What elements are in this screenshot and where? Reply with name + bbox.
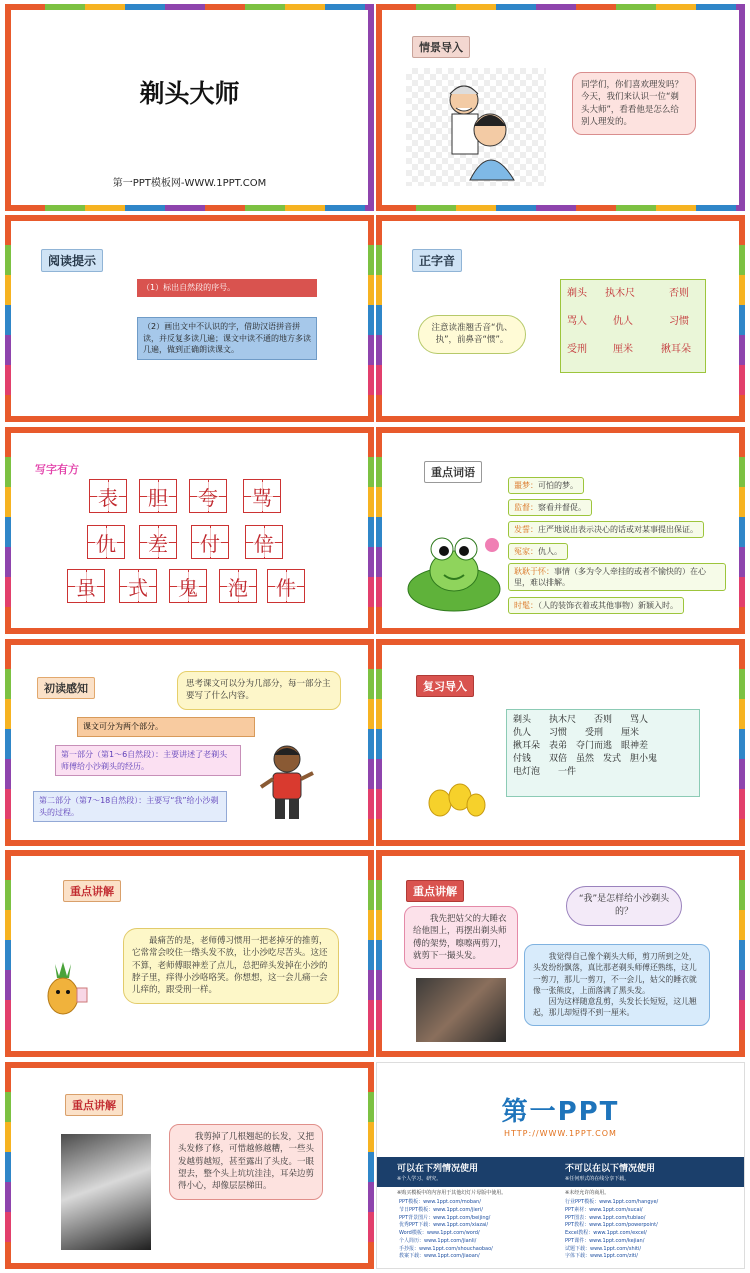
char-box: 式 [119,569,157,603]
review-line: 剃头 执木尺 否则 骂人 [513,715,649,725]
char-box: 骂 [243,479,281,513]
passage-right: 我觉得自己像个剃头大师，剪刀所到之处，头发纷纷飘落，真比那老剃头师傅还熟练，这儿一剪刀，那儿一剪刀，不一会儿，姑父的睡衣就像一张熊皮，上面落满了黑头发。 因为这样随意乱剪，头发长长短短，这儿翘起，那儿却短得不到一厘米。 [524,944,710,1026]
char-box: 差 [139,525,177,559]
question-bubble: 思考课文可以分为几部分，每一部分主要写了什么内容。 [177,671,341,710]
frog-illustration [406,523,506,619]
char-box: 件 [267,569,305,603]
link[interactable]: Word模板：www.1ppt.com/word/ [399,1230,480,1236]
passage-left: 我先把姑父的大睡衣给他围上，再摆出剃头师傅的架势，嚓嚓两剪刀，就剪下一撮头发。 [404,906,518,969]
slide-2[interactable] [376,4,745,211]
speech-bubble: 同学们，你们喜欢理发吗？今天，我们来认识一位“剃头大师”，看看他是怎么给别人理发的。 [572,72,696,135]
can-use-2: ※购买模板中的内容用于其他幻灯片母版中使用。 [397,1190,507,1196]
link[interactable]: 节日PPT模板：www.1ppt.com/jieri/ [399,1206,483,1213]
cannot-use-title: 不可以在以下情况使用 [565,1164,656,1174]
keyword-item: 冤家：仇人。 [508,543,568,560]
section-tag: 重点讲解 [406,880,464,902]
char-box: 仇 [87,525,125,559]
link[interactable]: PPT课件：www.1ppt.com/kejian/ [565,1237,645,1244]
slide-subtitle: 第一PPT模板网-WWW.1PPT.COM [112,178,267,189]
section-tag: 阅读提示 [41,249,103,272]
char-box: 倍 [245,525,283,559]
part-two: 第二部分（第7～18自然段）：主要写“我”给小沙剃头的过程。 [33,791,227,822]
section-tag: 正字音 [412,249,462,272]
link[interactable]: 个人简历：www.1ppt.com/jianli/ [399,1237,477,1244]
boy-illustration [259,743,315,827]
slide-7[interactable] [5,639,374,846]
section-tag: 复习导入 [416,675,474,697]
part-one: 第一部分（第1～6自然段）：主要讲述了老剃头师傅给小沙剃头的经历。 [55,745,241,776]
slide-3[interactable] [5,215,374,422]
link[interactable]: 优秀PPT下载：www.1ppt.com/xiazai/ [399,1222,489,1229]
slide-4[interactable] [376,215,745,422]
link[interactable]: PPT背景图片：www.1ppt.com/beijing/ [399,1214,491,1221]
question-cloud: “我”是怎样给小沙剃头的？ [566,886,682,926]
brand-url: HTTP://WWW.1PPT.COM [504,1129,617,1138]
brand-logo: 第一PPT [501,1097,620,1127]
slide-title: 剃头大师 [139,79,240,108]
keyword-item: 噩梦：可怕的梦。 [508,477,584,494]
keyword-item: 时髦：（人的装饰衣着或其他事物）新颖入时。 [508,597,684,614]
word: 执木尺 [605,288,635,299]
review-line: 揪耳朵 表弟 夺门而逃 眼神差 [513,741,649,752]
word: 剃头 [567,288,587,299]
section-tag: 写字有方 [35,463,79,476]
review-line: 付钱 双倍 虽然 发式 胆小鬼 [513,754,658,765]
section-tag: 重点讲解 [63,880,121,902]
section-tag: 初读感知 [37,677,95,699]
slide-12[interactable] [376,1062,745,1269]
review-word-box [506,709,700,797]
review-line: 仇人 习惯 受刑 厘米 [513,728,640,739]
slide-10[interactable] [376,850,745,1057]
word: 否则 [669,288,689,299]
word: 仇人 [613,316,633,327]
barber-photo [61,1134,151,1250]
section-tag: 重点讲解 [65,1094,123,1116]
char-box: 泡 [219,569,257,603]
word: 受刑 [567,344,587,355]
passage-bubble: 我剪掉了几根翘起的长发，又把头发修了修，可惜越修越糟，一些头发越剪越短，甚至露出了头皮。一眼望去，整个头上坑坑洼洼，耳朵边剪得小心，却像层层梯田。 [169,1124,323,1200]
link[interactable]: PPT素材：www.1ppt.com/sucai/ [565,1206,643,1213]
keyword-item: 耿耿于怀：事情（多为令人牵挂的或者不愉快的）在心里，难以排解。 [508,563,726,591]
section-tag: 重点词语 [424,461,482,483]
char-box: 虽 [67,569,105,603]
char-box: 鬼 [169,569,207,603]
link[interactable]: 手抄报：www.1ppt.com/shouchaobao/ [399,1245,493,1252]
word: 揪耳朵 [661,344,691,355]
part-summary: 课文可分为两个部分。 [77,717,255,737]
links-left [399,1199,493,1261]
char-box: 胆 [139,479,177,513]
slide-8[interactable] [376,639,745,846]
link[interactable]: 行业PPT模板：www.1ppt.com/hangye/ [565,1199,659,1205]
link[interactable]: PPT模板：www.1ppt.com/moban/ [399,1199,481,1205]
word: 骂人 [567,316,587,327]
can-use-title: 可以在下列情况使用 [397,1164,479,1174]
slide-9[interactable] [5,850,374,1057]
slide-6[interactable] [376,427,745,634]
keyword-item: 发誓：庄严地说出表示决心的话或对某事提出保证。 [508,521,704,538]
haircut-photo [416,978,506,1042]
usage-bar [377,1157,744,1187]
barber-illustration [406,68,546,186]
link[interactable]: PPT图表：www.1ppt.com/tubiao/ [565,1214,646,1221]
link[interactable]: PPT教程：www.1ppt.com/powerpoint/ [565,1222,658,1229]
keyword-item: 监督：察看并督促。 [508,499,592,516]
passage-bubble: 最痛苦的是，老师傅习惯用一把老掉牙的推剪，它常常会咬住一绺头发不放，让小沙吃尽苦头。这还不算，老师傅眼神差了点儿，总把碎头发掉在小沙的脖子里，痒得小沙咯咯笑。你想想，这一会儿痛一会儿痒的，跟受刑一样。 [123,928,339,1004]
slide-1[interactable] [5,4,374,211]
can-use-1: ※个人学习、研究。 [397,1176,442,1182]
egg-characters [426,777,486,825]
char-box: 表 [89,479,127,513]
section-tag: 情景导入 [412,36,470,58]
char-box: 夸 [189,479,227,513]
link[interactable]: 字体下载：www.1ppt.com/ziti/ [565,1253,638,1260]
word: 厘米 [613,344,633,355]
link[interactable]: 教案下载：www.1ppt.com/jiaoan/ [399,1253,480,1260]
link[interactable]: 试题下载：www.1ppt.com/shiti/ [565,1245,642,1252]
word: 习惯 [669,316,689,327]
slide-5[interactable] [5,427,374,634]
word-card [560,279,706,373]
cannot-use-2: ※未经允许的商用。 [565,1190,610,1196]
link[interactable]: Excel教程：www.1ppt.com/excel/ [565,1230,647,1236]
review-line: 电灯泡 一件 [513,767,577,778]
char-box: 付 [191,525,229,559]
tip-1: （1）标出自然段的序号。 [137,279,317,297]
slide-11[interactable] [5,1062,374,1269]
links-right [565,1199,658,1261]
cannot-use-1: ※任何形式的在线分享下载。 [565,1176,630,1182]
tip-2: （2）画出文中不认识的字，借助汉语拼音拼读，并反复多读几遍；课文中读不通的地方多读几遍，做到正确朗读课文。 [137,317,317,360]
pineapple-illustration [39,960,89,1024]
thought-cloud: 注意读准翘舌音“仇、执”，前鼻音“惯”。 [418,315,526,354]
